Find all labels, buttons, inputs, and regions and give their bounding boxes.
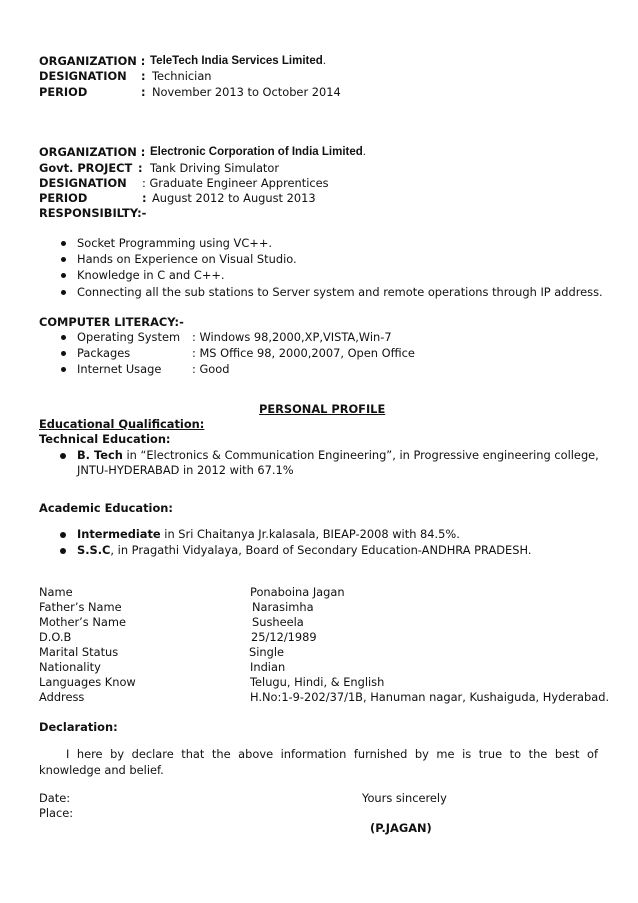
org2-period-label: PERIOD (39, 191, 88, 205)
org2-designation-value: : Graduate Engineer Apprentices (142, 176, 329, 190)
detail-value: Ponaboina Jagan (250, 585, 345, 599)
intermediate-item (77, 527, 460, 542)
org2-period-value: August 2012 to August 2013 (152, 191, 316, 205)
ssc-text: , in Pragathi Vidyalaya, Board of Secondary Education-ANDHRA PRADESH. (110, 543, 532, 557)
detail-value: Single (249, 645, 285, 659)
btech-label: B. Tech (77, 448, 123, 462)
org1-period-value: November 2013 to October 2014 (152, 85, 341, 99)
detail-label: Nationality (39, 660, 101, 674)
personal-profile-heading: PERSONAL PROFILE (259, 402, 386, 416)
computer-literacy-heading: COMPUTER LITERACY:- (39, 315, 184, 329)
bullet-icon (60, 532, 66, 538)
bullet-icon (61, 241, 66, 246)
declaration-heading: Declaration: (39, 720, 118, 734)
literacy-value: : MS Office 98, 2000,2007, Open Office (192, 346, 415, 360)
educational-qualification-heading: Educational Qualification: (39, 417, 205, 431)
responsibility-item: Socket Programming using VC++. (77, 236, 272, 250)
responsibility-item: Knowledge in C and C++. (77, 268, 225, 282)
closing-text: Yours sincerely (362, 791, 447, 805)
bullet-icon (60, 548, 66, 554)
org2-project-value: Tank Driving Simulator (150, 161, 280, 175)
org1-name-text: TeleTech India Services Limited (150, 55, 323, 67)
detail-label: Languages Know (39, 675, 136, 689)
detail-value: Telugu, Hindi, & English (250, 675, 385, 689)
ssc-label: S.S.C (77, 543, 111, 557)
org1-name-period: . (322, 55, 326, 67)
literacy-label: Operating System (77, 330, 181, 344)
detail-label: Address (39, 690, 85, 704)
org2-label: ORGANIZATION : (39, 145, 146, 159)
ssc-item (77, 543, 531, 558)
academic-education-heading: Academic Education: (39, 501, 173, 515)
intermediate-text: in Sri Chaitanya Jr.kalasala, BIEAP-2008 with 84.5%. (160, 527, 460, 541)
org2-name-period: . (362, 146, 366, 158)
place-label: Place: (39, 806, 74, 820)
detail-value: Susheela (252, 615, 304, 629)
bullet-icon (61, 290, 66, 295)
org1-name (150, 54, 326, 69)
declaration-text: I here by declare that the above information furnished by me is true to the best of knowledge and belief. (39, 747, 598, 777)
detail-label: D.O.B (39, 630, 72, 644)
org1-period-colon: : (141, 85, 146, 99)
btech-text: in “Electronics & Communication Engineering”, in Progressive engineering college, (126, 448, 599, 462)
bullet-icon (60, 453, 66, 459)
bullet-icon (61, 257, 66, 262)
intermediate-label: Intermediate (77, 527, 161, 541)
org1-period-label: PERIOD (39, 85, 88, 99)
detail-label: Father’s Name (39, 600, 122, 614)
responsibility-heading: RESPONSIBILTY:- (39, 206, 147, 220)
date-label: Date: (39, 791, 71, 805)
detail-value: Indian (250, 660, 286, 674)
detail-value: Narasimha (252, 600, 314, 614)
bullet-icon (61, 351, 66, 356)
btech-line-1 (77, 448, 598, 463)
bullet-icon (61, 335, 66, 340)
org2-period-colon: : (142, 191, 147, 205)
org2-project-label: Govt. PROJECT (39, 161, 133, 175)
org2-name (150, 145, 366, 160)
literacy-value: : Windows 98,2000,XP,VISTA,Win-7 (192, 330, 392, 344)
org2-designation-label: DESIGNATION (39, 176, 127, 190)
technical-education-heading: Technical Education: (39, 432, 171, 446)
btech-line-2: JNTU-HYDERABAD in 2012 with 67.1% (77, 463, 294, 477)
literacy-value: : Good (192, 362, 230, 376)
detail-label: Marital Status (39, 645, 119, 659)
org1-designation-colon: : (141, 69, 146, 83)
literacy-label: Internet Usage (77, 362, 162, 376)
signature-name: (P.JAGAN) (370, 821, 432, 835)
bullet-icon (61, 273, 66, 278)
detail-value: H.No:1-9-202/37/1B, Hanuman nagar, Kushaiguda, Hyderabad. (250, 690, 610, 704)
responsibility-item: Hands on Experience on Visual Studio. (77, 252, 297, 266)
org1-label: ORGANIZATION : (39, 54, 146, 68)
responsibility-item: Connecting all the sub stations to Server system and remote operations through IP address. (77, 285, 603, 299)
org1-designation-label: DESIGNATION (39, 69, 127, 83)
detail-label: Name (39, 585, 73, 599)
detail-label: Mother’s Name (39, 615, 126, 629)
org2-name-text: Electronic Corporation of India Limited (150, 146, 363, 158)
bullet-icon (61, 367, 66, 372)
org2-project-colon: : (138, 161, 143, 175)
literacy-label: Packages (77, 346, 131, 360)
detail-value: 25/12/1989 (251, 630, 317, 644)
org1-designation-value: Technician (152, 69, 212, 83)
